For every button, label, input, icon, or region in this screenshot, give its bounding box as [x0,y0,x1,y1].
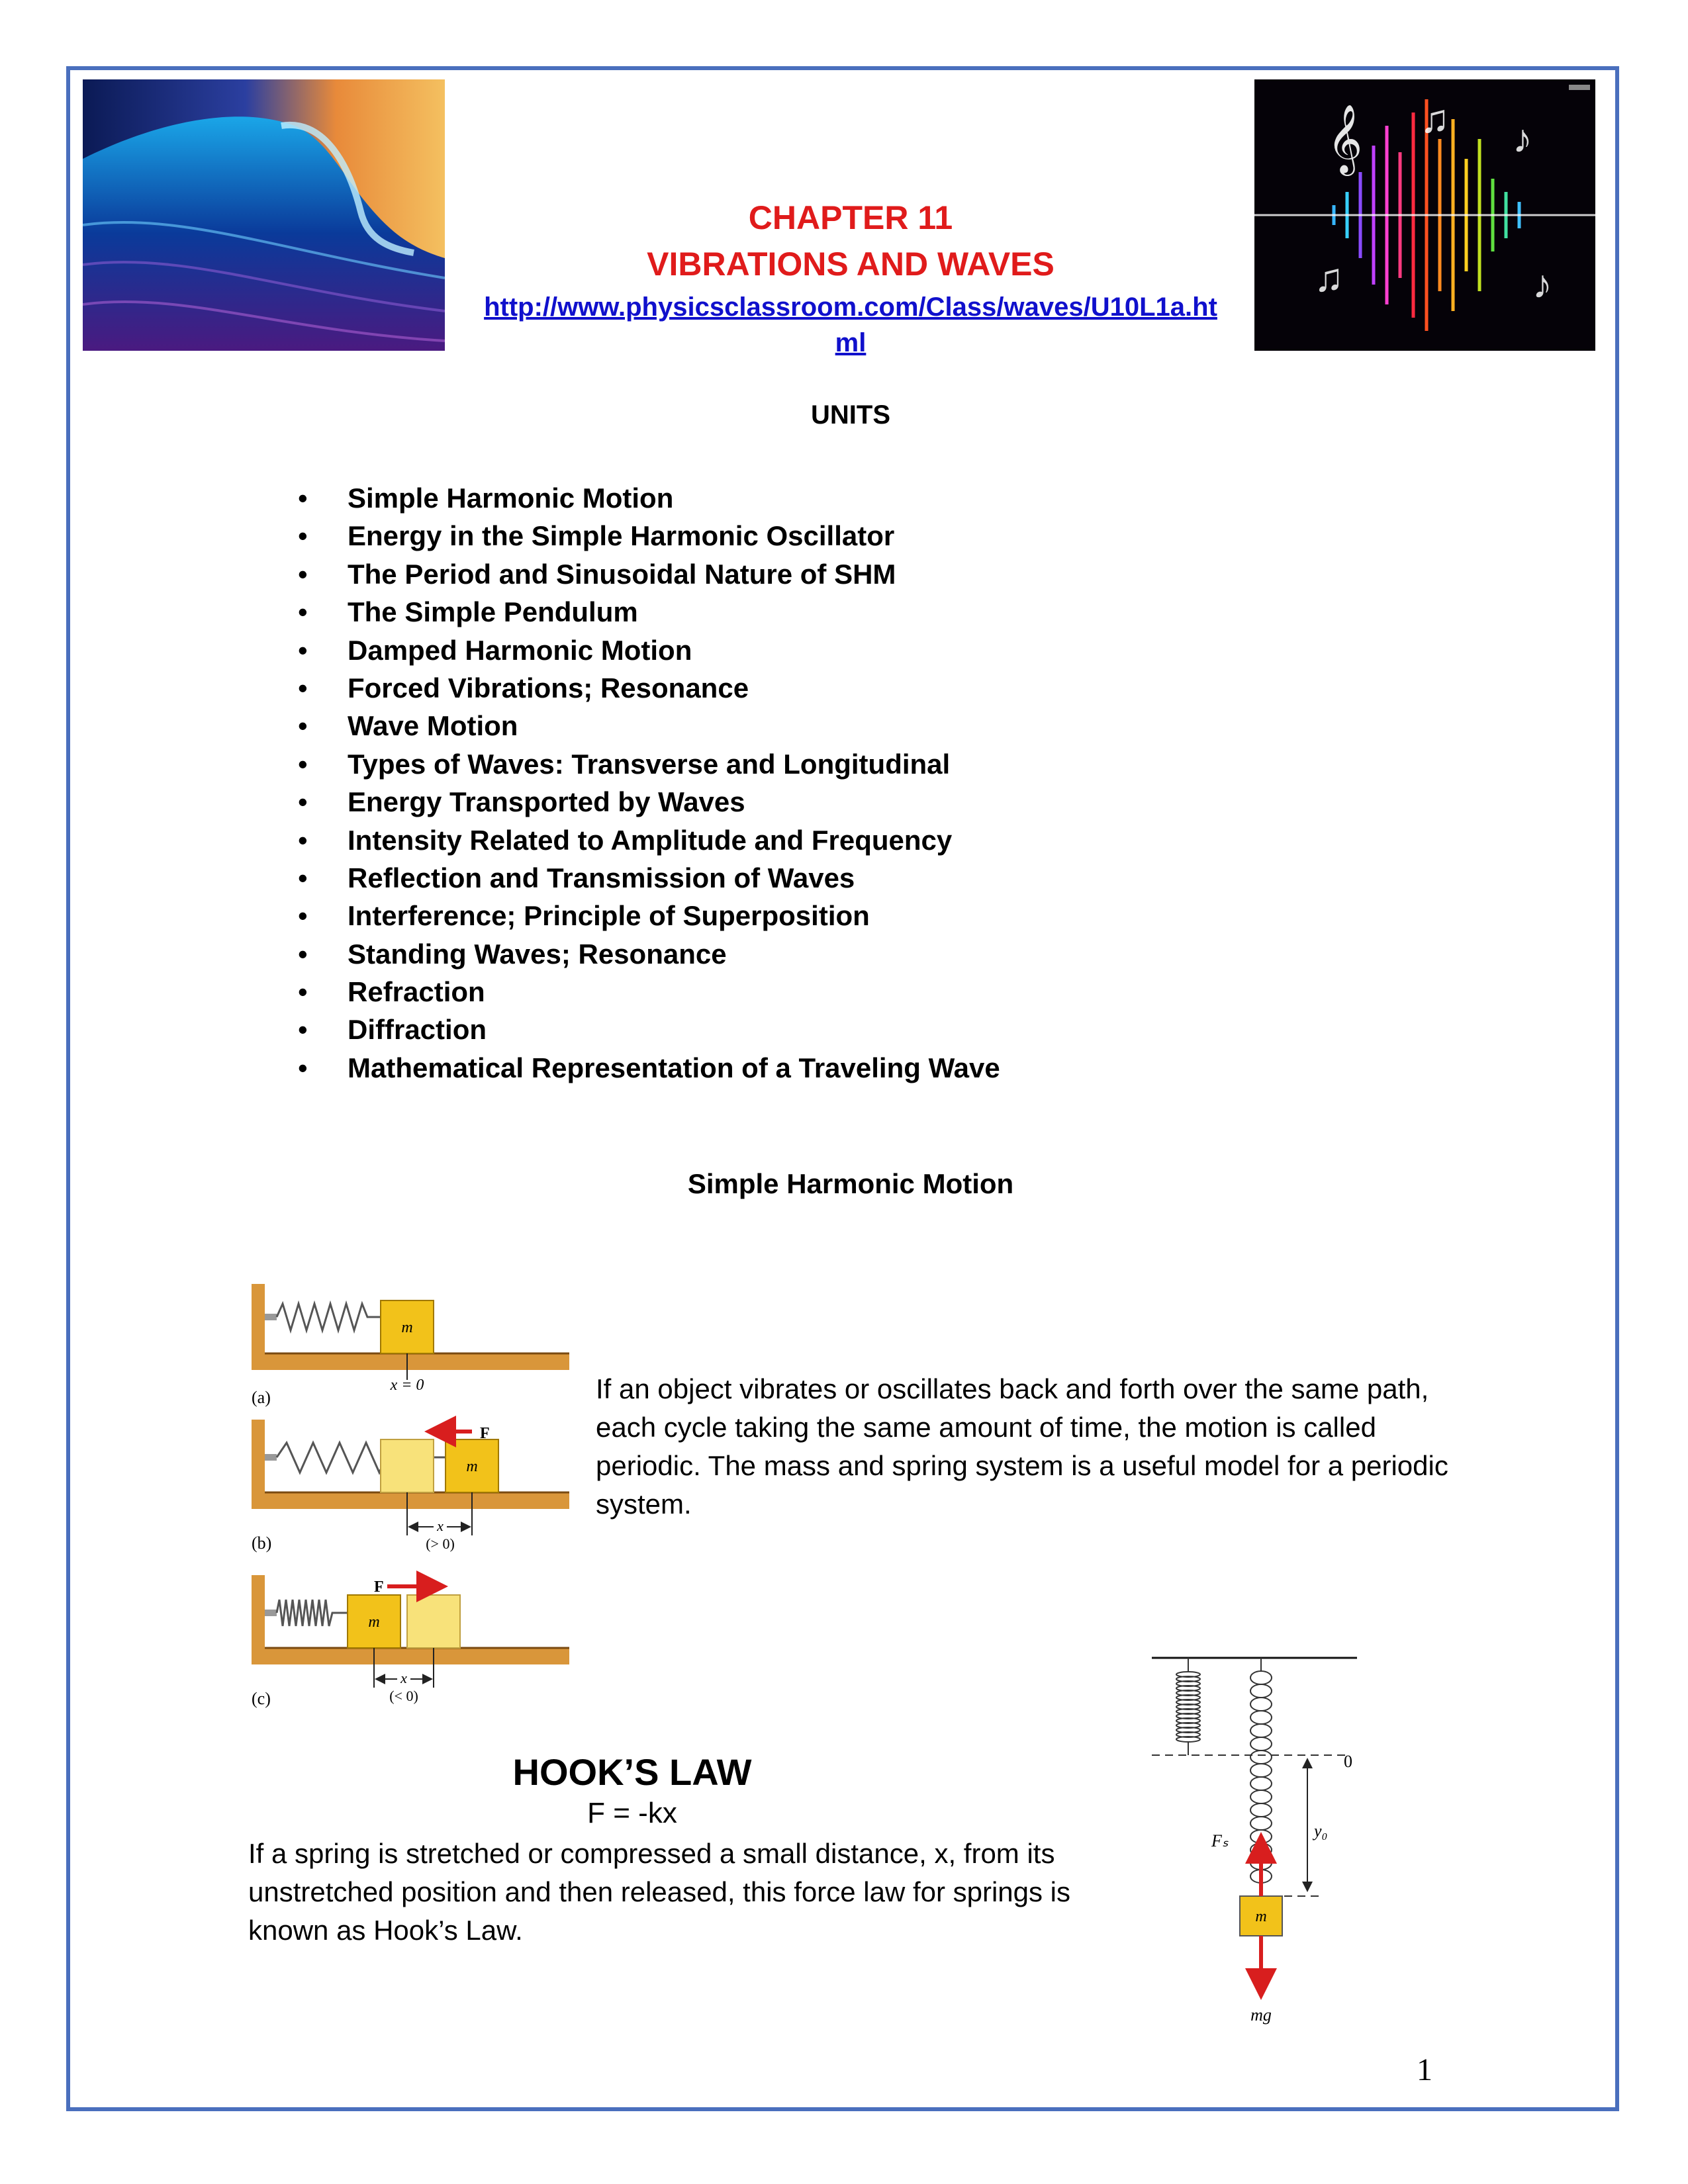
panel-a [252,1284,569,1407]
panel-b [252,1420,569,1553]
svg-text:♪: ♪ [1513,117,1532,161]
vertical-spring-figure [1145,1648,1364,2045]
hookes-law-text: If a spring is stretched or compressed a small distance, x, from its unstretched position and then released, this force law for springs is known as Hook’s Law. [248,1838,1071,1946]
zero-label: 0 [1344,1752,1352,1771]
force-label: F [374,1578,384,1596]
list-item: • Types of Waves: Transverse and Longitudinal [278,745,1000,783]
floor [252,1648,569,1664]
force-label: F [480,1425,490,1442]
mass-label: m [1255,1908,1267,1925]
mass-label: m [401,1319,413,1336]
floor [252,1492,569,1509]
list-item: • Damped Harmonic Motion [278,631,1000,669]
list-item: • Energy in the Simple Harmonic Oscillator [278,517,1000,555]
units-heading: UNITS [811,400,890,430]
music-sound-wave-image [1254,79,1595,351]
list-item: • The Period and Sinusoidal Nature of SHM [278,555,1000,593]
mass-label: m [466,1458,478,1475]
x-negative-label: (< 0) [389,1688,418,1704]
panel-label: (b) [252,1533,272,1553]
x-label: x [437,1518,444,1534]
spring [277,1600,348,1626]
list-item: • Diffraction [278,1011,1000,1048]
shm-section-heading: Simple Harmonic Motion [687,1168,1014,1199]
svg-text:♫: ♫ [1314,256,1344,300]
x-positive-label: (> 0) [426,1535,455,1552]
source-link-line1[interactable]: http://www.physicsclassroom.com/Class/waves/U10L1a.ht [484,293,1217,322]
hookes-law-title: HOOK’S LAW [512,1751,752,1793]
list-item: • Reflection and Transmission of Waves [278,859,1000,897]
x-zero-label: x = 0 [390,1377,424,1394]
spring [277,1304,381,1330]
horizontal-spring-figure [248,1281,573,1717]
list-item: • Mathematical Representation of a Traveling Wave [278,1049,1000,1087]
list-item: • Intensity Related to Amplitude and Frequency [278,821,1000,859]
source-link-line2[interactable]: ml [835,328,867,357]
panel-label: (a) [252,1388,271,1407]
panel-c [252,1575,569,1708]
ghost-block [407,1595,460,1648]
unstretched-spring [1176,1672,1200,1742]
panel-label: (c) [252,1689,271,1708]
hookes-law-equation: F = -kx [587,1797,677,1829]
y0-label: y₀ [1314,1821,1328,1841]
list-item: • Standing Waves; Resonance [278,935,1000,973]
source-link[interactable] [430,289,1271,361]
svg-text:𝄞: 𝄞 [1327,107,1363,172]
list-item: • Simple Harmonic Motion [278,479,1000,517]
list-item: • Interference; Principle of Superposition [278,897,1000,934]
list-item: • The Simple Pendulum [278,593,1000,631]
svg-text:♪: ♪ [1532,263,1552,306]
x-label: x [400,1670,407,1686]
spring-force-label: Fₛ [1211,1831,1229,1850]
mass-label: m [368,1614,380,1631]
chapter-number: CHAPTER 11 [748,199,953,236]
list-item: • Energy Transported by Waves [278,783,1000,821]
ocean-wave-image [83,79,445,351]
chapter-title: VIBRATIONS AND WAVES [647,246,1055,283]
ghost-block [381,1439,434,1492]
list-item: • Forced Vibrations; Resonance [278,669,1000,707]
page-border [66,66,1619,2111]
list-item: • Wave Motion [278,707,1000,745]
weight-label: mg [1250,2005,1272,2025]
page-number: 1 [1417,2052,1432,2087]
shm-paragraph: If an object vibrates or oscillates back and forth over the same path, each cycle taking the same amount of time, the motion is called periodic. The mass and spring system is a useful model for a periodic system. [596,1373,1448,1520]
svg-text:♫: ♫ [1420,97,1450,141]
topics-list [278,479,1000,1087]
list-item: • Refraction [278,973,1000,1011]
floor [252,1353,569,1370]
